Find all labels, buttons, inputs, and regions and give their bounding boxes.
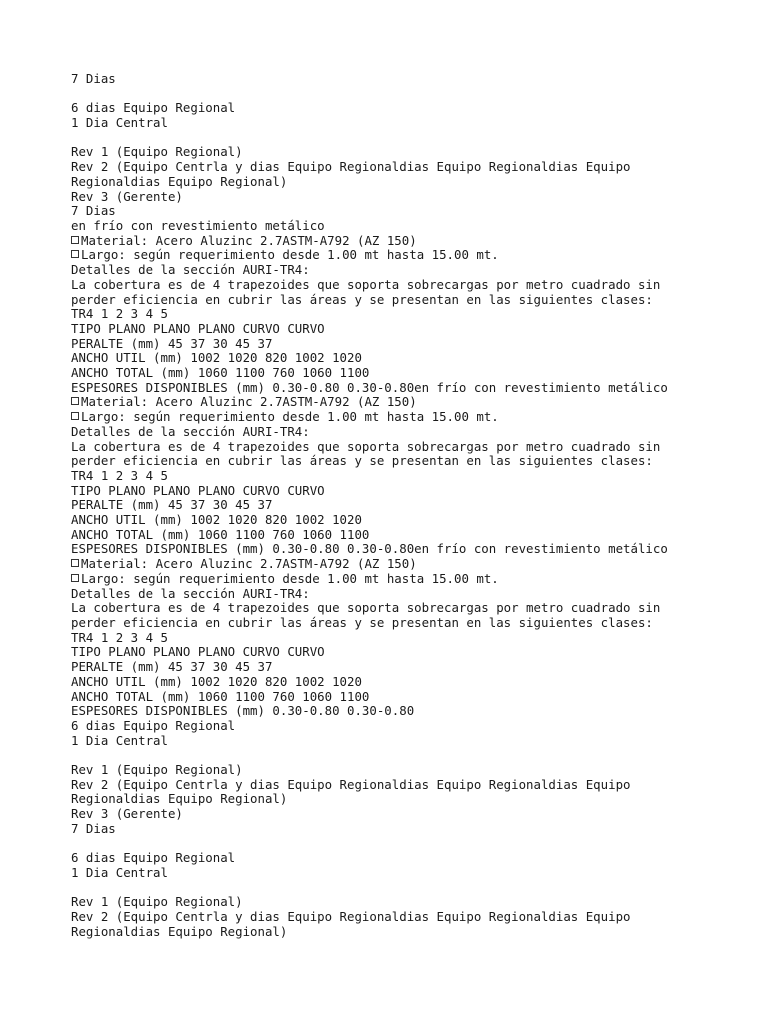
text-line	[71, 395, 711, 410]
text-line: Regionaldias Equipo Regional)	[71, 173, 288, 189]
bullet-text: Material: Acero Aluzinc 2.7ASTM-A792 (AZ 150)	[81, 394, 417, 410]
text-line: ANCHO TOTAL (mm) 1060 1100 760 1060 1100	[71, 365, 370, 381]
text-line: Rev 3 (Gerente)	[71, 188, 183, 204]
text-line: ANCHO UTIL (mm) 1002 1020 820 1002 1020	[71, 350, 362, 366]
text-line: La cobertura es de 4 trapezoides que soporta sobrecargas por metro cuadrado sin	[71, 276, 661, 292]
text-line	[71, 248, 711, 263]
document-body	[71, 72, 711, 939]
text-line: 6 dias Equipo Regional	[71, 717, 236, 733]
text-line	[71, 572, 711, 587]
text-line: PERALTE (mm) 45 37 30 45 37	[71, 497, 273, 513]
text-line: Rev 2 (Equipo Centrla y dias Equipo Regionaldias Equipo Regionaldias Equipo	[71, 159, 631, 175]
text-line: Regionaldias Equipo Regional)	[71, 791, 288, 807]
text-line: TR4 1 2 3 4 5	[71, 467, 168, 483]
text-line: 7 Dias	[71, 71, 116, 86]
bullet-text: Largo: según requerimiento desde 1.00 mt hasta 15.00 mt.	[81, 247, 499, 263]
text-line: Rev 1 (Equipo Regional)	[71, 762, 243, 777]
text-line: Rev 1 (Equipo Regional)	[71, 144, 243, 160]
text-line: La cobertura es de 4 trapezoides que soporta sobrecargas por metro cuadrado sin	[71, 600, 661, 616]
text-line: 7 Dias	[71, 820, 116, 836]
blank-line	[71, 131, 711, 146]
text-line: 6 dias Equipo Regional	[71, 850, 236, 866]
text-line: ANCHO TOTAL (mm) 1060 1100 760 1060 1100	[71, 688, 370, 704]
text-line: ESPESORES DISPONIBLES (mm) 0.30-0.80 0.30-0.80en frío con revestimiento metálico	[71, 379, 668, 395]
text-line: perder eficiencia en cubrir las áreas y se presentan en las siguientes clases:	[71, 614, 653, 630]
text-line: ANCHO UTIL (mm) 1002 1020 820 1002 1020	[71, 673, 362, 689]
text-line: TIPO PLANO PLANO PLANO CURVO CURVO	[71, 644, 325, 660]
blank-line	[71, 837, 711, 852]
text-line: 6 dias Equipo Regional	[71, 100, 236, 116]
text-line: Rev 2 (Equipo Centrla y dias Equipo Regionaldias Equipo Regionaldias Equipo	[71, 776, 631, 792]
text-line: Detalles de la sección AURI-TR4:	[71, 423, 310, 439]
text-line: ESPESORES DISPONIBLES (mm) 0.30-0.80 0.30-0.80en frío con revestimiento metálico	[71, 541, 668, 557]
text-line: ANCHO TOTAL (mm) 1060 1100 760 1060 1100	[71, 526, 370, 542]
text-line: en frío con revestimiento metálico	[71, 218, 325, 233]
text-line: perder eficiencia en cubrir las áreas y se presentan en las siguientes clases:	[71, 291, 653, 307]
text-line: TR4 1 2 3 4 5	[71, 306, 168, 322]
text-line: 7 Dias	[71, 203, 116, 219]
text-line: 1 Dia Central	[71, 732, 168, 748]
bullet-text: Largo: según requerimiento desde 1.00 mt hasta 15.00 mt.	[81, 570, 499, 586]
square-bullet-icon	[71, 236, 79, 244]
text-line: perder eficiencia en cubrir las áreas y se presentan en las siguientes clases:	[71, 453, 653, 469]
square-bullet-icon	[71, 250, 79, 258]
text-line: PERALTE (mm) 45 37 30 45 37	[71, 659, 273, 675]
square-bullet-icon	[71, 397, 79, 405]
text-line: TIPO PLANO PLANO PLANO CURVO CURVO	[71, 482, 325, 498]
text-line: Detalles de la sección AURI-TR4:	[71, 585, 310, 601]
text-line: Rev 3 (Gerente)	[71, 806, 183, 822]
square-bullet-icon	[71, 412, 79, 420]
text-line: Rev 1 (Equipo Regional)	[71, 894, 243, 910]
text-line: TIPO PLANO PLANO PLANO CURVO CURVO	[71, 320, 325, 336]
text-line: ESPESORES DISPONIBLES (mm) 0.30-0.80 0.30-0.80	[71, 703, 415, 719]
bullet-text: Material: Acero Aluzinc 2.7ASTM-A792 (AZ 150)	[81, 232, 417, 248]
text-line: PERALTE (mm) 45 37 30 45 37	[71, 335, 273, 351]
text-line: TR4 1 2 3 4 5	[71, 629, 168, 645]
text-line	[71, 234, 711, 249]
text-line: 1 Dia Central	[71, 864, 168, 880]
square-bullet-icon	[71, 559, 79, 567]
text-line: La cobertura es de 4 trapezoides que soporta sobrecargas por metro cuadrado sin	[71, 438, 661, 454]
blank-line	[71, 87, 711, 102]
square-bullet-icon	[71, 574, 79, 582]
text-line	[71, 410, 711, 425]
text-line	[71, 557, 711, 572]
blank-line	[71, 748, 711, 763]
text-line: 1 Dia Central	[71, 115, 168, 131]
bullet-text: Material: Acero Aluzinc 2.7ASTM-A792 (AZ 150)	[81, 556, 417, 572]
blank-line	[71, 881, 711, 896]
text-line: ANCHO UTIL (mm) 1002 1020 820 1002 1020	[71, 512, 362, 528]
text-line: Rev 2 (Equipo Centrla y dias Equipo Regionaldias Equipo Regionaldias Equipo	[71, 909, 631, 924]
text-line: Regionaldias Equipo Regional)	[71, 923, 288, 939]
text-line: Detalles de la sección AURI-TR4:	[71, 262, 310, 278]
bullet-text: Largo: según requerimiento desde 1.00 mt hasta 15.00 mt.	[81, 409, 499, 425]
